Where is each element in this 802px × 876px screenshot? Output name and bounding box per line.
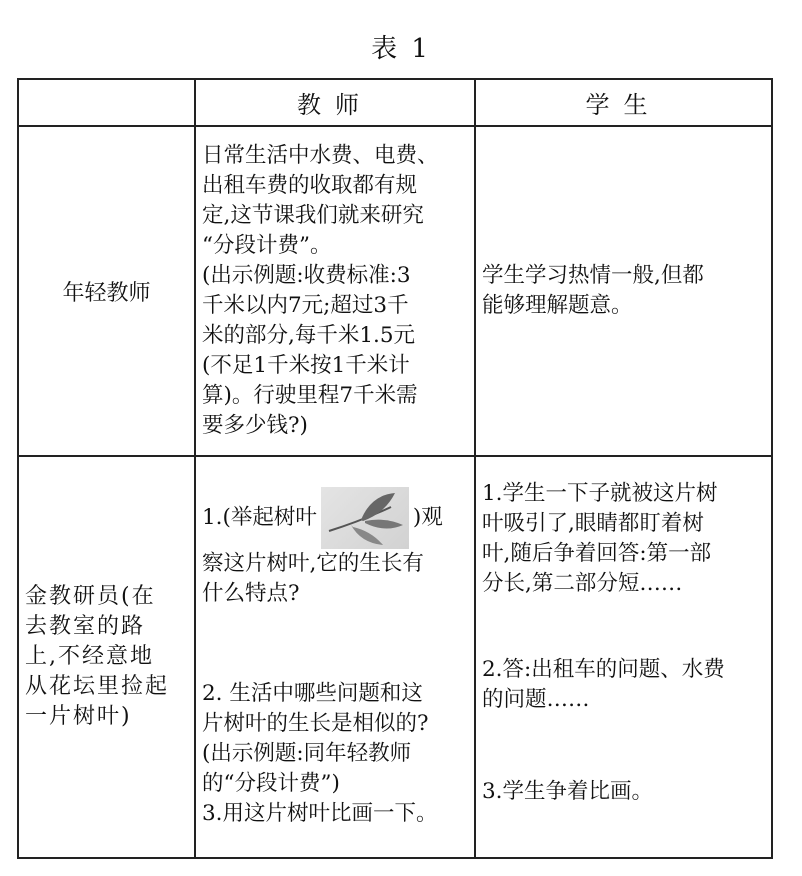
text-line: “分段计费”。 xyxy=(202,233,332,258)
question-1-line xyxy=(202,487,468,549)
text-line: 学生学习热情一般,但都 xyxy=(482,263,704,288)
text-line: 察这片树叶,它的生长有 xyxy=(202,551,424,576)
text-line: 2.答:出租车的问题、水费 xyxy=(482,657,725,682)
text-line: 千米以内7元;超过3千 xyxy=(202,293,409,318)
researcher-speech xyxy=(195,456,475,858)
spacer xyxy=(482,599,765,655)
text-line: 上,不经意地 xyxy=(25,644,154,669)
text-line: 3.学生争着比画。 xyxy=(482,779,654,804)
leaf-image xyxy=(321,487,409,549)
text-line: 叶,随后争着回答:第一部 xyxy=(482,541,712,566)
header-row xyxy=(18,79,772,126)
young-teacher-student-response xyxy=(475,126,772,456)
text-line: 从花坛里捡起 xyxy=(25,674,170,699)
text-line: 什么特点? xyxy=(202,581,300,606)
text-line: 算)。行驶里程7千米需 xyxy=(202,383,418,408)
question-1-suffix: )观 xyxy=(412,505,443,530)
text-line: 一片树叶) xyxy=(25,704,132,729)
table-row xyxy=(18,126,772,456)
header-empty xyxy=(18,79,195,126)
text-line: 片树叶的生长是相似的? xyxy=(202,711,429,736)
text-line: 要多少钱?) xyxy=(202,413,308,438)
question-1-prefix: 1.(举起树叶 xyxy=(202,505,317,530)
table-row xyxy=(18,456,772,858)
text-line: 叶吸引了,眼睛都盯着树 xyxy=(482,511,704,536)
header-teacher: 教师 xyxy=(195,79,475,126)
role-researcher xyxy=(18,456,195,858)
text-line: 定,这节课我们就来研究 xyxy=(202,203,424,228)
text-line: 米的部分,每千米1.5元 xyxy=(202,323,416,348)
text-line: 去教室的路 xyxy=(25,614,146,639)
spacer xyxy=(482,715,765,777)
text-line: (不足1千米按1千米计 xyxy=(202,353,410,378)
text-line: 的“分段计费”) xyxy=(202,771,340,796)
text-line: 出租车费的收取都有规 xyxy=(202,173,418,198)
table-title: 表 1 xyxy=(371,34,431,64)
text-line: 2. 生活中哪些问题和这 xyxy=(202,681,423,706)
spacer xyxy=(202,609,468,679)
text-line: (出示例题:收费标准:3 xyxy=(202,263,411,288)
researcher-student-response xyxy=(475,456,772,858)
text-line: 3.用这片树叶比画一下。 xyxy=(202,801,438,826)
text-line: 分长,第二部分短…… xyxy=(482,571,683,596)
text-line: 日常生活中水费、电费、 xyxy=(202,143,439,168)
role-young-teacher: 年轻教师 xyxy=(18,126,195,456)
text-line: (出示例题:同年轻教师 xyxy=(202,741,412,766)
text-line: 的问题…… xyxy=(482,687,590,712)
text-line: 能够理解题意。 xyxy=(482,293,633,318)
text-line: 1.学生一下子就被这片树 xyxy=(482,481,718,506)
young-teacher-speech xyxy=(195,126,475,456)
header-student: 学生 xyxy=(475,79,772,126)
lesson-comparison-table xyxy=(17,78,773,859)
text-line: 金教研员(在 xyxy=(25,584,156,609)
